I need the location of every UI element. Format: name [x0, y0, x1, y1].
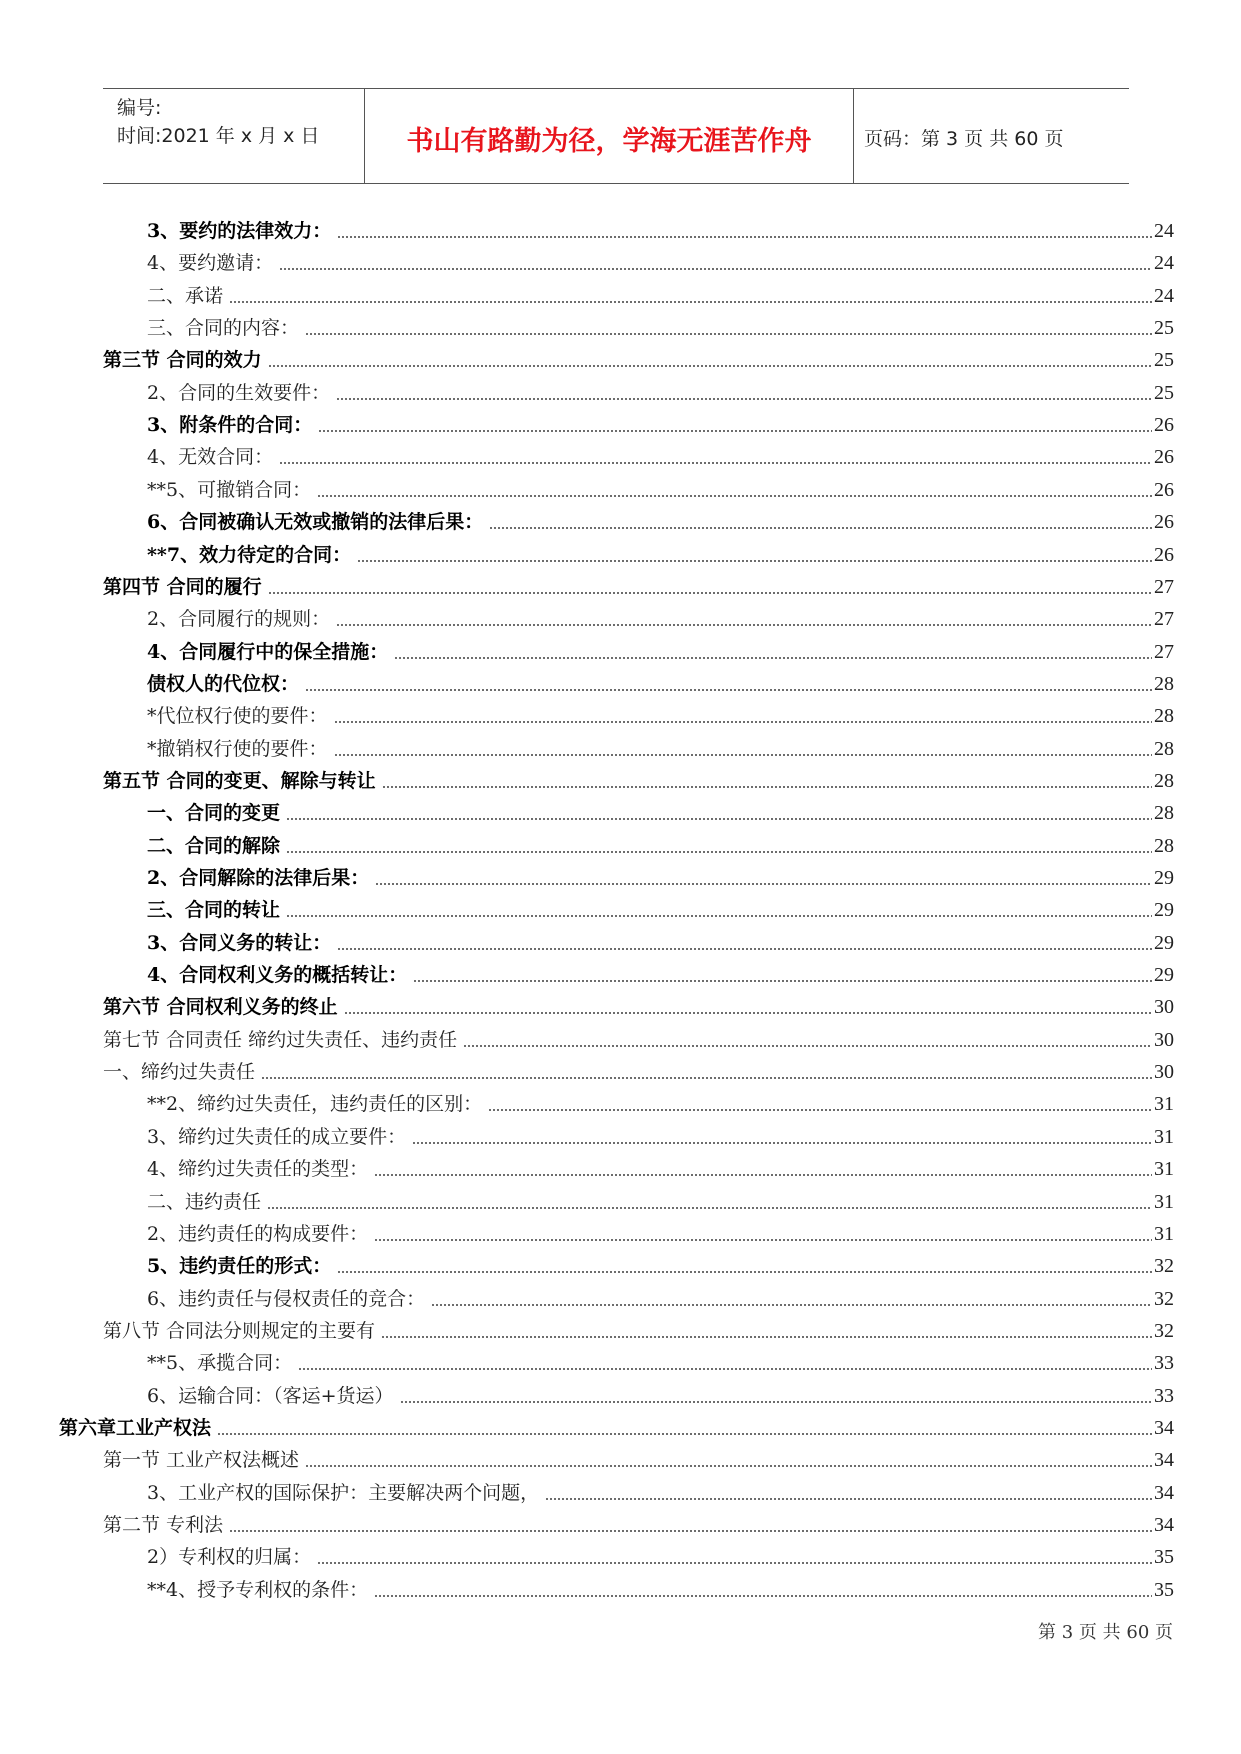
toc-leader-dots — [337, 1269, 1152, 1274]
toc-entry-page: 32 — [1154, 1287, 1174, 1310]
toc-entry-title: *撤销权行使的要件： — [147, 737, 328, 760]
toc-entry-title: 第五节 合同的变更、解除与转让 — [103, 769, 376, 792]
toc-leader-dots — [229, 1528, 1152, 1533]
header-meta-cell — [103, 89, 365, 183]
toc-entry-title: 2、违约责任的构成要件： — [147, 1222, 369, 1245]
toc-entry-title: 4、无效合同： — [147, 446, 274, 469]
toc-leader-dots — [337, 234, 1152, 239]
toc-entry-title: 4、缔约过失责任的类型： — [147, 1158, 369, 1181]
toc-entry[interactable] — [147, 1343, 1174, 1375]
toc-entry[interactable] — [147, 696, 1174, 728]
toc-entry-title: 4、合同履行中的保全措施： — [147, 640, 389, 663]
toc-entry[interactable] — [103, 987, 1174, 1019]
toc-entry-page: 29 — [1154, 899, 1174, 922]
toc-entry-page: 34 — [1154, 1449, 1174, 1472]
toc-entry-title: 2）专利权的归属： — [147, 1546, 312, 1569]
toc-entry-page: 35 — [1154, 1578, 1174, 1601]
toc-entry-title: 债权人的代位权： — [147, 672, 300, 695]
toc-entry-page: 24 — [1154, 252, 1174, 275]
toc-entry[interactable] — [147, 826, 1174, 858]
toc-leader-dots — [336, 622, 1152, 627]
toc-entry[interactable] — [59, 1408, 1174, 1440]
toc-leader-dots — [374, 1237, 1152, 1242]
toc-leader-dots — [279, 266, 1152, 271]
toc-entry-page: 26 — [1154, 414, 1174, 437]
toc-leader-dots — [381, 1334, 1152, 1339]
toc-entry-page: 25 — [1154, 317, 1174, 340]
toc-entry-title: 5、违约责任的形式： — [147, 1255, 332, 1278]
toc-leader-dots — [267, 1205, 1152, 1210]
toc-entry[interactable] — [147, 664, 1174, 696]
toc-entry-page: 28 — [1154, 802, 1174, 825]
toc-entry-title: 3、附条件的合同： — [147, 414, 313, 437]
toc-leader-dots — [298, 1366, 1152, 1371]
toc-leader-dots — [463, 1043, 1152, 1048]
toc-entry-title: 2、合同履行的规则： — [147, 608, 331, 631]
toc-entry-title: 4、要约邀请： — [147, 252, 274, 275]
toc-entry[interactable] — [147, 1084, 1174, 1116]
toc-entry-title: 二、合同的解除 — [147, 834, 281, 857]
toc-leader-dots — [334, 752, 1152, 757]
page-header — [103, 88, 1129, 184]
toc-entry-page: 29 — [1154, 964, 1174, 987]
toc-entry-title: 第四节 合同的履行 — [103, 575, 262, 598]
toc-entry-title: 6、合同被确认无效或撤销的法律后果： — [147, 511, 484, 534]
toc-entry-title: **7、效力待定的合同： — [147, 543, 352, 566]
toc-entry-title: 第一节 工业产权法概述 — [103, 1449, 300, 1472]
toc-entry[interactable] — [147, 1537, 1174, 1569]
toc-entry[interactable] — [147, 1149, 1174, 1181]
page-footer: 第 3 页 共 60 页 — [1038, 1622, 1173, 1643]
toc-entry-title: 三、合同的内容： — [147, 317, 300, 340]
toc-entry[interactable] — [147, 470, 1174, 502]
toc-entry-page: 25 — [1154, 349, 1174, 372]
toc-entry-page: 24 — [1154, 220, 1174, 242]
toc-entry[interactable] — [147, 599, 1174, 631]
toc-leader-dots — [431, 1302, 1152, 1307]
toc-leader-dots — [229, 299, 1152, 304]
toc-leader-dots — [217, 1431, 1152, 1436]
toc-entry-title: 2、合同的生效要件： — [147, 381, 331, 404]
toc-entry-page: 29 — [1154, 931, 1174, 954]
toc-entry-title: **5、承揽合同： — [147, 1352, 293, 1375]
toc-entry-page: 29 — [1154, 867, 1174, 889]
toc-entry-title: 第八节 合同法分则规定的主要有 — [103, 1319, 376, 1342]
toc-leader-dots — [336, 396, 1152, 401]
toc-entry[interactable] — [147, 373, 1174, 405]
toc-entry-page: 28 — [1154, 769, 1174, 792]
toc-entry-title: 第七节 合同责任 缔约过失责任、违约责任 — [103, 1028, 458, 1051]
toc-leader-dots — [337, 946, 1152, 951]
toc-leader-dots — [268, 590, 1152, 595]
toc-entry-page: 31 — [1154, 1125, 1174, 1148]
toc-entry[interactable] — [147, 890, 1174, 922]
toc-entry[interactable] — [147, 1117, 1174, 1149]
toc-entry-page: 31 — [1154, 1158, 1174, 1181]
toc-entry-page: 31 — [1154, 1190, 1174, 1213]
toc-leader-dots — [375, 881, 1152, 886]
toc-entry[interactable] — [103, 1505, 1174, 1537]
toc-entry-page: 31 — [1154, 1093, 1174, 1116]
toc-entry[interactable] — [147, 923, 1174, 955]
toc-entry[interactable] — [147, 1246, 1174, 1278]
toc-leader-dots — [261, 1075, 1152, 1080]
toc-leader-dots — [305, 687, 1152, 692]
toc-entry-page: 28 — [1154, 672, 1174, 695]
toc-entry[interactable] — [103, 1440, 1174, 1472]
toc-leader-dots — [412, 1140, 1152, 1145]
toc-leader-dots — [268, 363, 1152, 368]
toc-leader-dots — [317, 1560, 1152, 1565]
toc-entry[interactable] — [147, 632, 1174, 664]
toc-entry-title: 第二节 专利法 — [103, 1514, 224, 1536]
toc-entry-page: 34 — [1154, 1416, 1174, 1439]
toc-leader-dots — [317, 493, 1152, 498]
page-code: 页码：第 3 页 共 60 页 — [864, 128, 1064, 150]
toc-entry-page: 26 — [1154, 511, 1174, 534]
toc-leader-dots — [488, 1107, 1152, 1112]
toc-entry-title: 3、要约的法律效力： — [147, 220, 332, 242]
toc-leader-dots — [413, 978, 1152, 983]
toc-entry[interactable] — [103, 567, 1174, 599]
toc-entry-title: 6、运输合同：（客运+货运） — [147, 1384, 394, 1407]
toc-entry[interactable] — [147, 793, 1174, 825]
toc-leader-dots — [374, 1593, 1152, 1598]
toc-leader-dots — [279, 460, 1152, 465]
toc-entry-page: 33 — [1154, 1352, 1174, 1375]
toc-entry[interactable] — [147, 437, 1174, 469]
toc-leader-dots — [305, 1463, 1152, 1468]
toc-entry[interactable] — [147, 858, 1174, 890]
toc-entry-title: **4、授予专利权的条件： — [147, 1578, 369, 1601]
toc-entry-page: 30 — [1154, 1028, 1174, 1051]
toc-entry-page: 28 — [1154, 834, 1174, 857]
time-label: 时间:2021 年 x 月 x 日 — [117, 125, 320, 147]
toc-entry-page: 34 — [1154, 1481, 1174, 1504]
toc-leader-dots — [334, 719, 1152, 724]
toc-leader-dots — [357, 558, 1152, 563]
toc-leader-dots — [305, 331, 1152, 336]
toc-leader-dots — [286, 849, 1152, 854]
toc-entry[interactable] — [147, 211, 1174, 243]
toc-entry[interactable] — [103, 761, 1174, 793]
toc-entry-title: 第三节 合同的效力 — [103, 349, 262, 372]
toc-entry-page: 24 — [1154, 284, 1174, 307]
toc-entry-page: 27 — [1154, 640, 1174, 663]
toc-entry[interactable] — [147, 1279, 1174, 1311]
toc-entry[interactable] — [147, 502, 1174, 534]
toc-leader-dots — [374, 1172, 1152, 1177]
toc-leader-dots — [489, 525, 1152, 530]
toc-entry-title: 6、违约责任与侵权责任的竞合： — [147, 1287, 426, 1310]
toc-leader-dots — [286, 816, 1152, 821]
toc-entry[interactable] — [103, 340, 1174, 372]
toc-leader-dots — [382, 784, 1152, 789]
toc-leader-dots — [318, 428, 1152, 433]
toc-entry[interactable] — [147, 405, 1174, 437]
toc-entry-title: 第六章工业产权法 — [59, 1416, 212, 1439]
toc-entry-title: 3、缔约过失责任的成立要件： — [147, 1125, 407, 1148]
toc-entry[interactable] — [147, 1214, 1174, 1246]
toc-entry-title: 二、违约责任 — [147, 1190, 262, 1213]
toc-entry-page: 32 — [1154, 1319, 1174, 1342]
toc-leader-dots — [545, 1496, 1152, 1501]
toc-entry-page: 28 — [1154, 737, 1174, 760]
toc-entry-page: 33 — [1154, 1384, 1174, 1407]
toc-entry-page: 27 — [1154, 608, 1174, 631]
toc-entry[interactable] — [103, 1020, 1174, 1052]
toc-entry-title: **2、缔约过失责任，违约责任的区别： — [147, 1093, 483, 1116]
toc-entry-page: 26 — [1154, 543, 1174, 566]
toc-entry-title: 第六节 合同权利义务的终止 — [103, 996, 338, 1019]
toc-entry-title: 2、合同解除的法律后果： — [147, 867, 370, 889]
toc-leader-dots — [344, 1010, 1152, 1015]
toc-entry-page: 26 — [1154, 478, 1174, 501]
motto: 书山有路勤为径，学海无涯苦作舟 — [406, 126, 812, 157]
toc-entry-title: 二、承诺 — [147, 284, 224, 307]
toc-entry-page: 30 — [1154, 996, 1174, 1019]
toc-entry-page: 30 — [1154, 1061, 1174, 1084]
toc-entry-title: 3、工业产权的国际保护：主要解决两个问题， — [147, 1481, 540, 1504]
toc-entry-title: 一、缔约过失责任 — [103, 1061, 256, 1084]
toc-entry[interactable] — [147, 1570, 1174, 1602]
toc-entry[interactable] — [103, 1311, 1174, 1343]
toc-entry[interactable] — [147, 955, 1174, 987]
toc-entry-page: 34 — [1154, 1514, 1174, 1536]
toc-entry-page: 25 — [1154, 381, 1174, 404]
toc-entry-title: *代位权行使的要件： — [147, 705, 328, 728]
toc-entry[interactable] — [147, 729, 1174, 761]
toc-entry[interactable] — [147, 308, 1174, 340]
toc-entry-page: 32 — [1154, 1255, 1174, 1278]
toc-entry[interactable] — [147, 1182, 1174, 1214]
toc-entry-page: 27 — [1154, 575, 1174, 598]
serial-label: 编号: — [117, 97, 162, 119]
toc-entry-title: 4、合同权利义务的概括转让： — [147, 964, 408, 987]
toc-leader-dots — [286, 913, 1152, 918]
toc-entry[interactable] — [147, 1376, 1174, 1408]
toc-entry[interactable] — [147, 1473, 1174, 1505]
toc-entry[interactable] — [147, 276, 1174, 308]
toc-entry-page: 35 — [1154, 1546, 1174, 1569]
toc-entry-page: 28 — [1154, 705, 1174, 728]
header-motto-cell — [365, 89, 854, 183]
toc-leader-dots — [400, 1399, 1152, 1404]
toc-entry-page: 31 — [1154, 1222, 1174, 1245]
header-page-cell — [854, 89, 1129, 183]
toc-entry-title: 一、合同的变更 — [147, 802, 281, 825]
toc-entry-title: 三、合同的转让 — [147, 899, 281, 922]
toc-leader-dots — [394, 655, 1152, 660]
toc-entry-page: 26 — [1154, 446, 1174, 469]
toc-entry-title: **5、可撤销合同： — [147, 478, 312, 501]
toc-entry[interactable] — [147, 535, 1174, 567]
toc-entry[interactable] — [147, 243, 1174, 275]
toc-entry-title: 3、合同义务的转让： — [147, 931, 332, 954]
toc-entry[interactable] — [103, 1052, 1174, 1084]
